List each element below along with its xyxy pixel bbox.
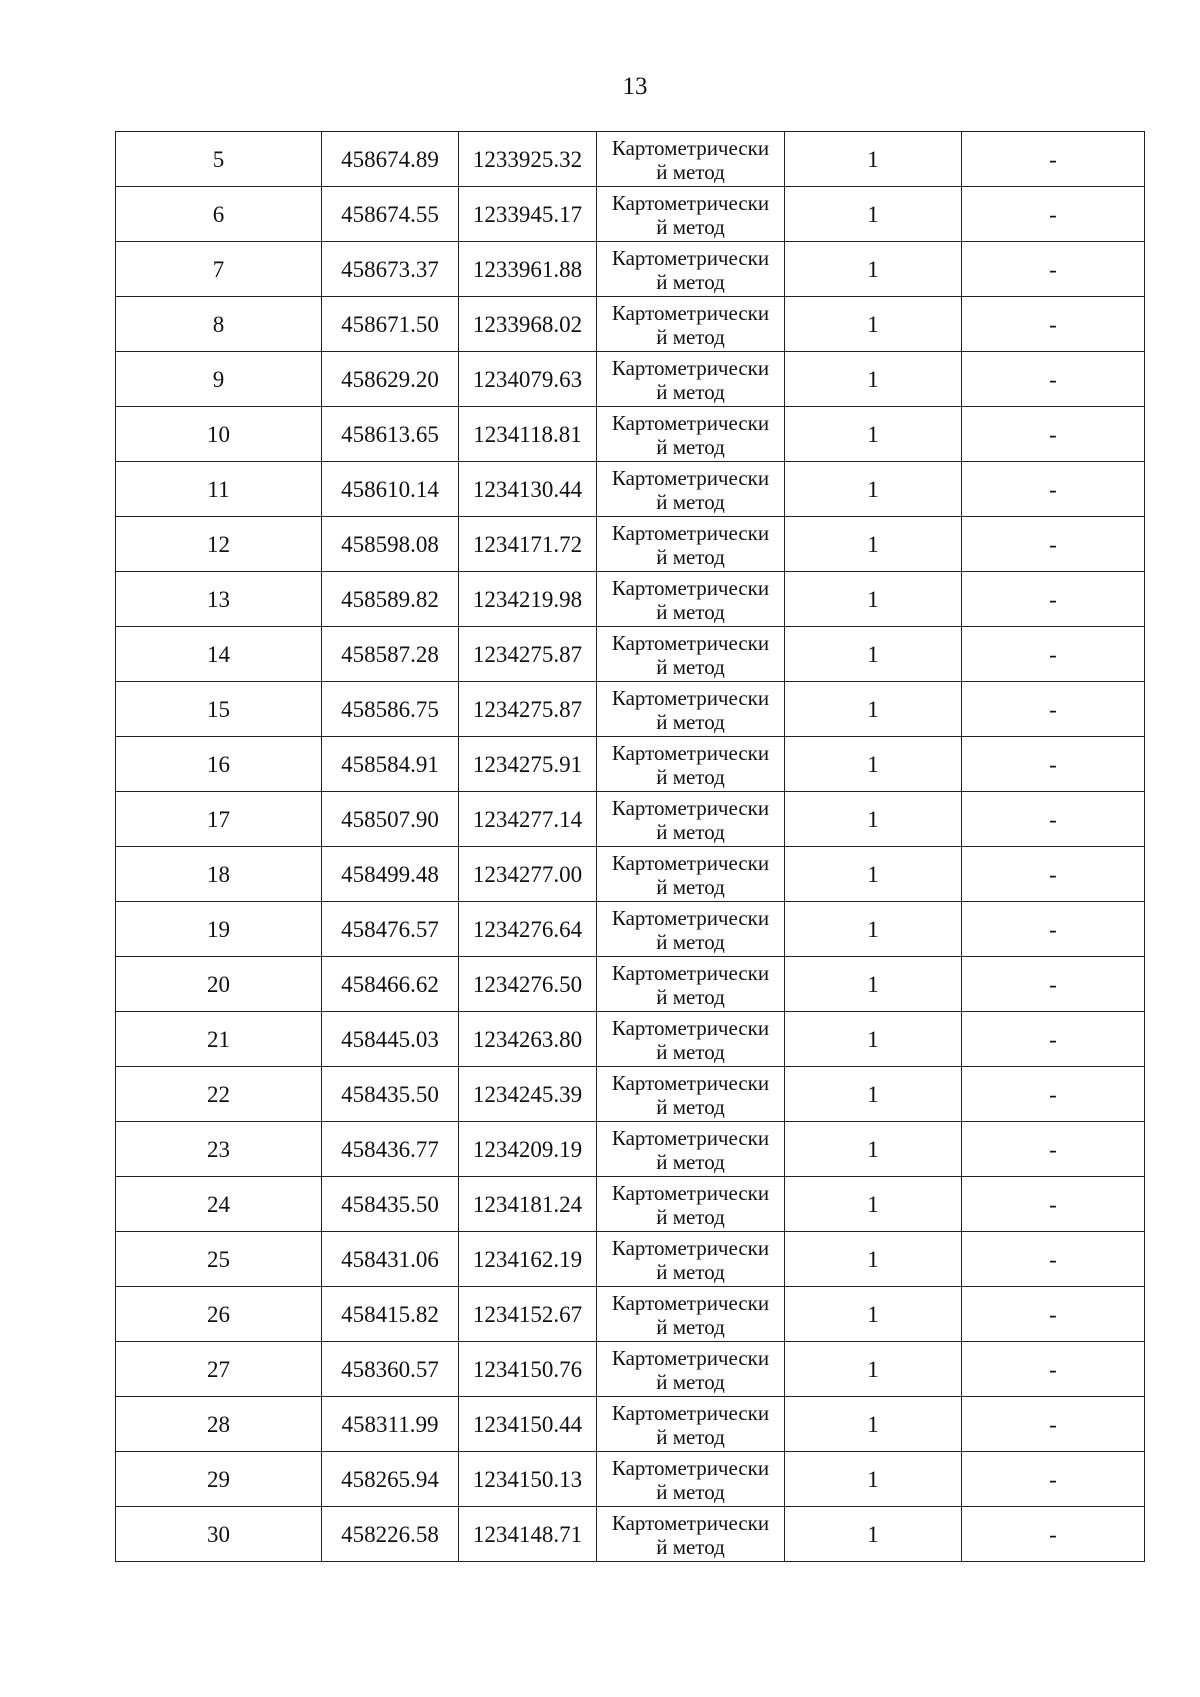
x-coordinate-cell: 458436.77 — [322, 1122, 459, 1177]
method-cell: Картометрически й метод — [597, 1342, 785, 1397]
point-number-cell: 8 — [116, 297, 322, 352]
method-cell: Картометрически й метод — [597, 682, 785, 737]
table-row — [116, 572, 1145, 627]
table-row — [116, 462, 1145, 517]
note-cell: - — [962, 1122, 1145, 1177]
table-row — [116, 902, 1145, 957]
point-number-cell: 17 — [116, 792, 322, 847]
point-number-cell: 7 — [116, 242, 322, 297]
y-coordinate-cell: 1234162.19 — [459, 1232, 597, 1287]
x-coordinate-cell: 458435.50 — [322, 1067, 459, 1122]
coordinates-table-body — [116, 132, 1145, 1562]
table-row — [116, 1177, 1145, 1232]
x-coordinate-cell: 458674.89 — [322, 132, 459, 187]
accuracy-cell: 1 — [785, 132, 962, 187]
accuracy-cell: 1 — [785, 407, 962, 462]
note-cell: - — [962, 572, 1145, 627]
note-cell: - — [962, 957, 1145, 1012]
table-row — [116, 1507, 1145, 1562]
point-number-cell: 6 — [116, 187, 322, 242]
accuracy-cell: 1 — [785, 1287, 962, 1342]
x-coordinate-cell: 458311.99 — [322, 1397, 459, 1452]
method-cell: Картометрически й метод — [597, 132, 785, 187]
x-coordinate-cell: 458466.62 — [322, 957, 459, 1012]
accuracy-cell: 1 — [785, 517, 962, 572]
accuracy-cell: 1 — [785, 1342, 962, 1397]
table-row — [116, 1067, 1145, 1122]
point-number-cell: 14 — [116, 627, 322, 682]
accuracy-cell: 1 — [785, 1452, 962, 1507]
note-cell: - — [962, 1287, 1145, 1342]
y-coordinate-cell: 1234150.44 — [459, 1397, 597, 1452]
accuracy-cell: 1 — [785, 682, 962, 737]
table-row — [116, 737, 1145, 792]
table-row — [116, 682, 1145, 737]
accuracy-cell: 1 — [785, 1067, 962, 1122]
method-cell: Картометрически й метод — [597, 407, 785, 462]
x-coordinate-cell: 458673.37 — [322, 242, 459, 297]
accuracy-cell: 1 — [785, 1232, 962, 1287]
table-row — [116, 517, 1145, 572]
method-cell: Картометрически й метод — [597, 902, 785, 957]
point-number-cell: 22 — [116, 1067, 322, 1122]
note-cell: - — [962, 242, 1145, 297]
method-cell: Картометрически й метод — [597, 1067, 785, 1122]
note-cell: - — [962, 462, 1145, 517]
accuracy-cell: 1 — [785, 242, 962, 297]
method-cell: Картометрически й метод — [597, 1012, 785, 1067]
table-row — [116, 132, 1145, 187]
point-number-cell: 29 — [116, 1452, 322, 1507]
note-cell: - — [962, 682, 1145, 737]
y-coordinate-cell: 1234245.39 — [459, 1067, 597, 1122]
x-coordinate-cell: 458629.20 — [322, 352, 459, 407]
y-coordinate-cell: 1233961.88 — [459, 242, 597, 297]
accuracy-cell: 1 — [785, 627, 962, 682]
method-cell: Картометрически й метод — [597, 792, 785, 847]
note-cell: - — [962, 407, 1145, 462]
accuracy-cell: 1 — [785, 1177, 962, 1232]
accuracy-cell: 1 — [785, 847, 962, 902]
page-number: 13 — [622, 73, 648, 100]
accuracy-cell: 1 — [785, 462, 962, 517]
y-coordinate-cell: 1234130.44 — [459, 462, 597, 517]
note-cell: - — [962, 1012, 1145, 1067]
point-number-cell: 27 — [116, 1342, 322, 1397]
note-cell: - — [962, 1507, 1145, 1562]
method-cell: Картометрически й метод — [597, 957, 785, 1012]
y-coordinate-cell: 1233945.17 — [459, 187, 597, 242]
point-number-cell: 13 — [116, 572, 322, 627]
note-cell: - — [962, 847, 1145, 902]
table-row — [116, 242, 1145, 297]
accuracy-cell: 1 — [785, 737, 962, 792]
table-row — [116, 1452, 1145, 1507]
method-cell: Картометрически й метод — [597, 352, 785, 407]
table-row — [116, 1342, 1145, 1397]
point-number-cell: 16 — [116, 737, 322, 792]
method-cell: Картометрически й метод — [597, 242, 785, 297]
note-cell: - — [962, 1397, 1145, 1452]
note-cell: - — [962, 902, 1145, 957]
table-row — [116, 847, 1145, 902]
note-cell: - — [962, 1177, 1145, 1232]
y-coordinate-cell: 1234209.19 — [459, 1122, 597, 1177]
table-row — [116, 627, 1145, 682]
y-coordinate-cell: 1234275.91 — [459, 737, 597, 792]
y-coordinate-cell: 1234276.50 — [459, 957, 597, 1012]
note-cell: - — [962, 132, 1145, 187]
accuracy-cell: 1 — [785, 792, 962, 847]
note-cell: - — [962, 627, 1145, 682]
x-coordinate-cell: 458507.90 — [322, 792, 459, 847]
y-coordinate-cell: 1234152.67 — [459, 1287, 597, 1342]
method-cell: Картометрически й метод — [597, 1287, 785, 1342]
x-coordinate-cell: 458226.58 — [322, 1507, 459, 1562]
x-coordinate-cell: 458587.28 — [322, 627, 459, 682]
y-coordinate-cell: 1234275.87 — [459, 682, 597, 737]
x-coordinate-cell: 458671.50 — [322, 297, 459, 352]
x-coordinate-cell: 458445.03 — [322, 1012, 459, 1067]
method-cell: Картометрически й метод — [597, 187, 785, 242]
y-coordinate-cell: 1234171.72 — [459, 517, 597, 572]
x-coordinate-cell: 458613.65 — [322, 407, 459, 462]
y-coordinate-cell: 1234275.87 — [459, 627, 597, 682]
x-coordinate-cell: 458476.57 — [322, 902, 459, 957]
x-coordinate-cell: 458499.48 — [322, 847, 459, 902]
method-cell: Картометрически й метод — [597, 517, 785, 572]
method-cell: Картометрически й метод — [597, 627, 785, 682]
method-cell: Картометрически й метод — [597, 1232, 785, 1287]
x-coordinate-cell: 458610.14 — [322, 462, 459, 517]
note-cell: - — [962, 187, 1145, 242]
point-number-cell: 21 — [116, 1012, 322, 1067]
accuracy-cell: 1 — [785, 572, 962, 627]
note-cell: - — [962, 1342, 1145, 1397]
point-number-cell: 10 — [116, 407, 322, 462]
table-row — [116, 187, 1145, 242]
x-coordinate-cell: 458584.91 — [322, 737, 459, 792]
method-cell: Картометрически й метод — [597, 1452, 785, 1507]
table-row — [116, 792, 1145, 847]
table-row — [116, 1012, 1145, 1067]
accuracy-cell: 1 — [785, 1507, 962, 1562]
x-coordinate-cell: 458589.82 — [322, 572, 459, 627]
y-coordinate-cell: 1234181.24 — [459, 1177, 597, 1232]
point-number-cell: 15 — [116, 682, 322, 737]
accuracy-cell: 1 — [785, 1012, 962, 1067]
method-cell: Картометрически й метод — [597, 1122, 785, 1177]
table-row — [116, 1232, 1145, 1287]
note-cell: - — [962, 1232, 1145, 1287]
y-coordinate-cell: 1234148.71 — [459, 1507, 597, 1562]
method-cell: Картометрически й метод — [597, 737, 785, 792]
point-number-cell: 20 — [116, 957, 322, 1012]
table-row — [116, 297, 1145, 352]
accuracy-cell: 1 — [785, 902, 962, 957]
accuracy-cell: 1 — [785, 957, 962, 1012]
y-coordinate-cell: 1234079.63 — [459, 352, 597, 407]
accuracy-cell: 1 — [785, 297, 962, 352]
y-coordinate-cell: 1234277.14 — [459, 792, 597, 847]
note-cell: - — [962, 352, 1145, 407]
y-coordinate-cell: 1234150.76 — [459, 1342, 597, 1397]
point-number-cell: 11 — [116, 462, 322, 517]
x-coordinate-cell: 458265.94 — [322, 1452, 459, 1507]
table-row — [116, 957, 1145, 1012]
accuracy-cell: 1 — [785, 187, 962, 242]
method-cell: Картометрически й метод — [597, 572, 785, 627]
accuracy-cell: 1 — [785, 352, 962, 407]
x-coordinate-cell: 458435.50 — [322, 1177, 459, 1232]
y-coordinate-cell: 1234263.80 — [459, 1012, 597, 1067]
table-row — [116, 407, 1145, 462]
y-coordinate-cell: 1234276.64 — [459, 902, 597, 957]
point-number-cell: 23 — [116, 1122, 322, 1177]
point-number-cell: 18 — [116, 847, 322, 902]
coordinates-table — [115, 131, 1145, 1562]
point-number-cell: 30 — [116, 1507, 322, 1562]
method-cell: Картометрически й метод — [597, 1507, 785, 1562]
method-cell: Картометрически й метод — [597, 1397, 785, 1452]
table-row — [116, 1397, 1145, 1452]
y-coordinate-cell: 1234150.13 — [459, 1452, 597, 1507]
point-number-cell: 26 — [116, 1287, 322, 1342]
x-coordinate-cell: 458586.75 — [322, 682, 459, 737]
accuracy-cell: 1 — [785, 1122, 962, 1177]
note-cell: - — [962, 517, 1145, 572]
table-row — [116, 1287, 1145, 1342]
point-number-cell: 24 — [116, 1177, 322, 1232]
y-coordinate-cell: 1234219.98 — [459, 572, 597, 627]
method-cell: Картометрически й метод — [597, 847, 785, 902]
method-cell: Картометрически й метод — [597, 462, 785, 517]
point-number-cell: 28 — [116, 1397, 322, 1452]
note-cell: - — [962, 1067, 1145, 1122]
note-cell: - — [962, 792, 1145, 847]
x-coordinate-cell: 458598.08 — [322, 517, 459, 572]
x-coordinate-cell: 458431.06 — [322, 1232, 459, 1287]
accuracy-cell: 1 — [785, 1397, 962, 1452]
table-row — [116, 1122, 1145, 1177]
y-coordinate-cell: 1233925.32 — [459, 132, 597, 187]
table-row — [116, 352, 1145, 407]
y-coordinate-cell: 1234118.81 — [459, 407, 597, 462]
x-coordinate-cell: 458415.82 — [322, 1287, 459, 1342]
point-number-cell: 19 — [116, 902, 322, 957]
note-cell: - — [962, 737, 1145, 792]
point-number-cell: 12 — [116, 517, 322, 572]
point-number-cell: 25 — [116, 1232, 322, 1287]
y-coordinate-cell: 1234277.00 — [459, 847, 597, 902]
point-number-cell: 5 — [116, 132, 322, 187]
method-cell: Картометрически й метод — [597, 297, 785, 352]
note-cell: - — [962, 1452, 1145, 1507]
point-number-cell: 9 — [116, 352, 322, 407]
method-cell: Картометрически й метод — [597, 1177, 785, 1232]
x-coordinate-cell: 458674.55 — [322, 187, 459, 242]
x-coordinate-cell: 458360.57 — [322, 1342, 459, 1397]
note-cell: - — [962, 297, 1145, 352]
y-coordinate-cell: 1233968.02 — [459, 297, 597, 352]
